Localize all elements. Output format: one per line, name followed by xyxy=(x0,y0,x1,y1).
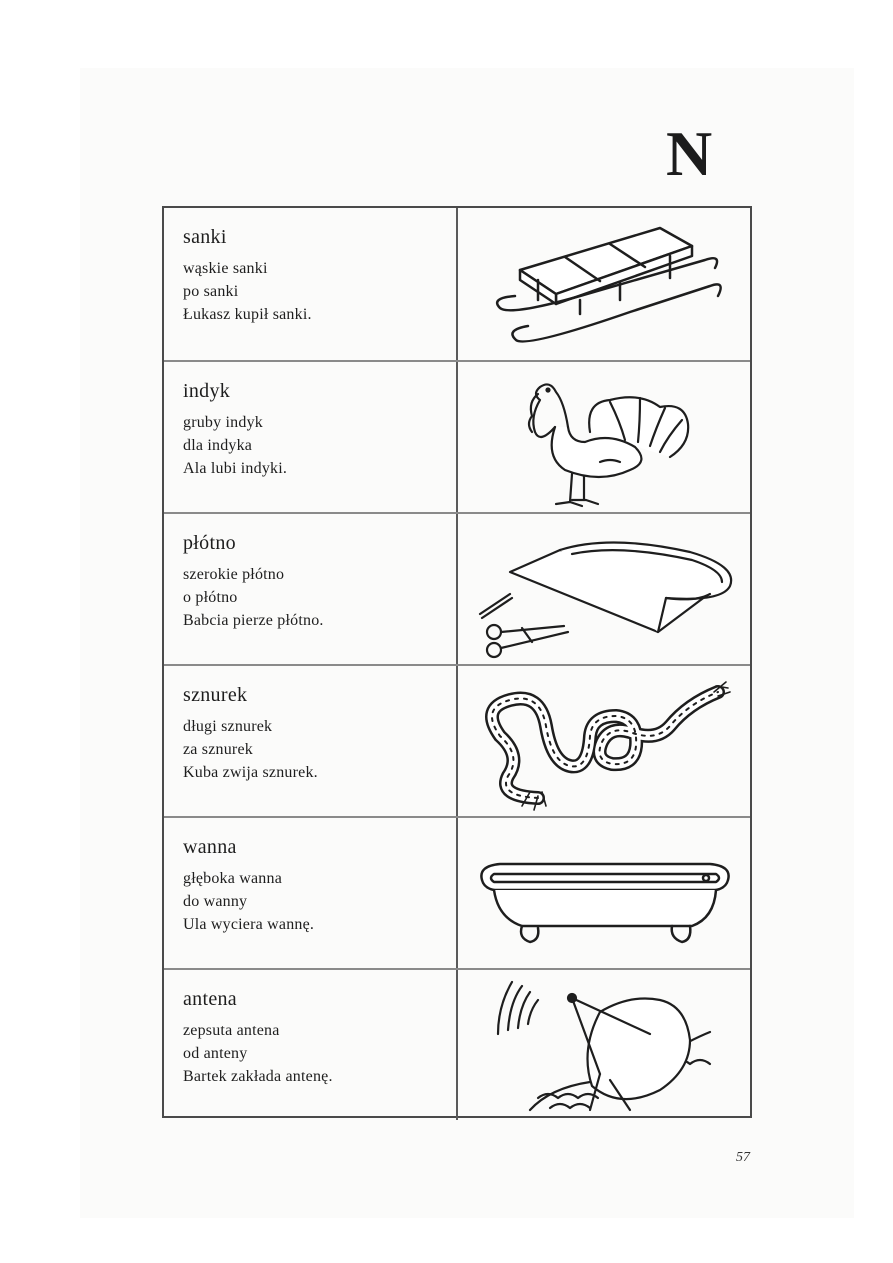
row-word: sanki xyxy=(183,226,227,248)
row-word: antena xyxy=(183,988,237,1010)
cloth-scissors-icon xyxy=(460,514,750,664)
word-cell xyxy=(164,818,458,968)
rope-icon xyxy=(460,666,750,816)
row-word: wanna xyxy=(183,836,237,858)
phrase-1: długi sznurek xyxy=(183,718,273,735)
picture-cell xyxy=(460,208,750,360)
turkey-icon xyxy=(460,362,750,512)
word-cell xyxy=(164,514,458,664)
row-word: sznurek xyxy=(183,684,248,706)
picture-cell xyxy=(460,666,750,816)
word-cell xyxy=(164,362,458,512)
picture-cell xyxy=(460,970,750,1120)
phrase-3: Bartek zakłada antenę. xyxy=(183,1068,333,1085)
phrase-1: szerokie płótno xyxy=(183,566,285,583)
table-row xyxy=(164,816,750,968)
table-row xyxy=(164,360,750,512)
sled-icon xyxy=(460,208,750,358)
row-word: indyk xyxy=(183,380,231,402)
picture-cell xyxy=(460,818,750,968)
table-row xyxy=(164,208,750,360)
row-word: płótno xyxy=(183,532,236,554)
section-letter: N xyxy=(666,118,713,189)
table-row xyxy=(164,664,750,816)
page-number: 57 xyxy=(736,1150,750,1165)
bathtub-icon xyxy=(460,818,750,968)
picture-cell xyxy=(460,362,750,512)
phrase-2: po sanki xyxy=(183,283,239,300)
phrase-1: głęboka wanna xyxy=(183,870,283,887)
phrase-3: Łukasz kupił sanki. xyxy=(183,306,312,323)
word-cell xyxy=(164,208,458,360)
satellite-dish-icon xyxy=(460,970,750,1120)
phrase-3: Kuba zwija sznurek. xyxy=(183,764,318,781)
phrase-2: za sznurek xyxy=(183,741,253,758)
picture-cell xyxy=(460,514,750,664)
phrase-2: od anteny xyxy=(183,1045,248,1062)
word-cell xyxy=(164,970,458,1120)
word-table xyxy=(162,206,752,1118)
phrase-3: Ula wyciera wannę. xyxy=(183,916,315,933)
phrase-2: o płótno xyxy=(183,589,238,606)
phrase-3: Babcia pierze płótno. xyxy=(183,612,324,629)
phrase-2: do wanny xyxy=(183,893,248,910)
table-row xyxy=(164,968,750,1120)
table-row xyxy=(164,512,750,664)
phrase-2: dla indyka xyxy=(183,437,253,454)
phrase-3: Ala lubi indyki. xyxy=(183,460,288,477)
phrase-1: zepsuta antena xyxy=(183,1022,280,1039)
phrase-1: wąskie sanki xyxy=(183,260,268,277)
word-cell xyxy=(164,666,458,816)
phrase-1: gruby indyk xyxy=(183,414,263,431)
